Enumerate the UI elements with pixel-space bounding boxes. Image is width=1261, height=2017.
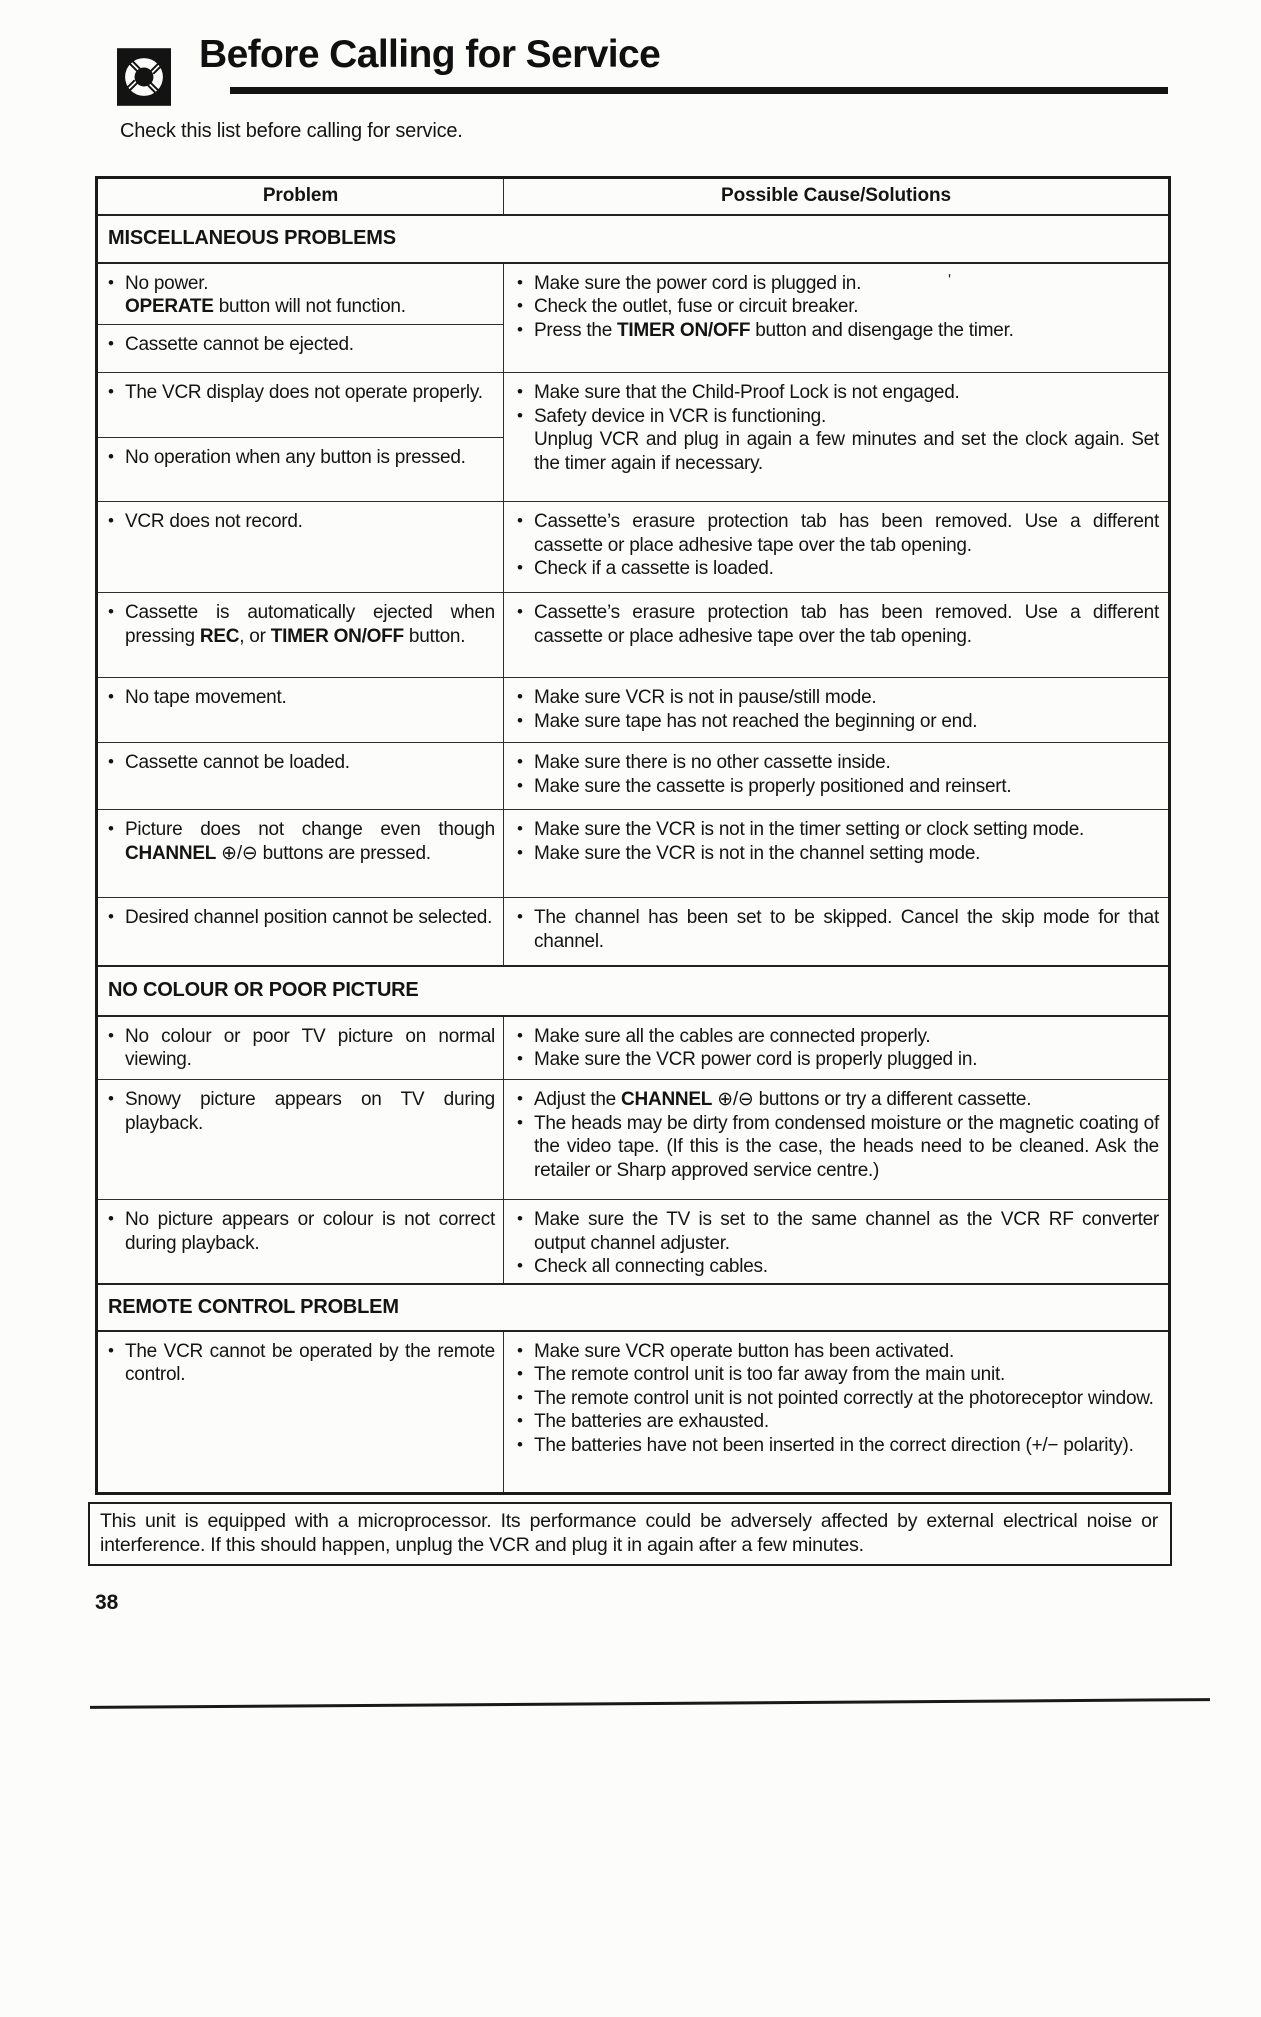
problem-item xyxy=(108,686,495,710)
solution-text: The batteries are exhausted. xyxy=(534,1411,769,1432)
bullet-marker: • xyxy=(517,1112,523,1132)
bullet-marker: • xyxy=(108,819,114,838)
problem-item xyxy=(108,751,495,775)
solution-text: The channel has been set to be skipped. Cancel the skip mode for that channel. xyxy=(534,907,1159,952)
problem-text: The VCR cannot be operated by the remote control. xyxy=(125,1340,495,1385)
bullet-marker: • xyxy=(517,1340,523,1360)
solution-text: Make sure the cassette is properly positioned and reinsert. xyxy=(534,775,1012,797)
bullet-marker: • xyxy=(517,907,523,926)
bottom-rule xyxy=(90,1698,1210,1709)
bullet-marker: • xyxy=(108,447,114,466)
solution-text: Press the TIMER ON/OFF button and disengage the timer. xyxy=(534,319,1014,341)
solution-item xyxy=(517,557,1159,581)
solution-text: Adjust the CHANNEL ⊕/⊖ buttons or try a different cassette. xyxy=(534,1089,1032,1110)
bullet-marker: • xyxy=(108,1340,114,1360)
bullet-marker: • xyxy=(517,1089,523,1108)
bullet-marker: • xyxy=(108,334,114,353)
table-row xyxy=(97,263,1170,325)
problem-cell xyxy=(97,373,504,438)
problem-text: No colour or poor TV picture on normal viewing. xyxy=(125,1025,495,1070)
table-row xyxy=(97,898,1170,966)
problem-cell xyxy=(97,678,504,743)
problem-item xyxy=(108,446,495,470)
solution-text: Make sure the VCR is not in the channel setting mode. xyxy=(534,842,981,864)
solutions-cell xyxy=(504,810,1170,898)
problem-item-line xyxy=(108,295,495,319)
bullet-marker: • xyxy=(517,842,523,862)
solutions-cell xyxy=(504,1016,1170,1080)
table-row xyxy=(97,743,1170,810)
section-row xyxy=(97,966,1170,1016)
solution-item xyxy=(517,295,1159,319)
solution-text: Make sure the power cord is plugged in. xyxy=(534,272,862,294)
column-header-solutions: Possible Cause/Solutions xyxy=(504,178,1170,215)
solution-item xyxy=(517,381,1159,405)
solution-item xyxy=(517,1208,1159,1255)
solution-item xyxy=(517,1363,1159,1387)
solution-text: Make sure VCR operate button has been activated. xyxy=(534,1340,954,1362)
problem-text: Cassette is automatically ejected when pressing REC, or TIMER ON/OFF button. xyxy=(125,602,495,647)
bullet-marker: • xyxy=(108,1089,114,1108)
bullet-marker: • xyxy=(517,1025,523,1045)
problem-item xyxy=(108,1025,495,1072)
troubleshooting-table xyxy=(95,176,1171,1495)
solution-item xyxy=(517,775,1159,799)
solution-item xyxy=(517,272,1159,296)
problem-item xyxy=(108,906,495,930)
bullet-marker: • xyxy=(517,687,523,706)
bullet-marker: • xyxy=(108,382,114,401)
problem-item xyxy=(108,1088,495,1135)
solution-item xyxy=(517,1410,1159,1434)
note-box xyxy=(88,1502,1172,1566)
solutions-cell xyxy=(504,1080,1170,1200)
problem-cell xyxy=(97,438,504,502)
bullet-marker: • xyxy=(517,1364,523,1383)
section-row xyxy=(97,215,1170,263)
column-header-problem: Problem xyxy=(97,178,504,215)
problem-item xyxy=(108,1208,495,1255)
problem-item xyxy=(108,272,495,296)
solution-text: Make sure the TV is set to the same channel as the VCR RF converter output channel adjuster. xyxy=(534,1209,1159,1254)
solution-item xyxy=(517,1112,1159,1183)
problem-cell xyxy=(97,1080,504,1200)
solution-text: Make sure VCR is not in pause/still mode. xyxy=(534,687,877,708)
problem-text: Picture does not change even though CHANNEL ⊕/⊖ buttons are pressed. xyxy=(125,819,495,864)
section-title-remote-control: REMOTE CONTROL PROBLEM xyxy=(97,1284,1170,1331)
solutions-cell xyxy=(504,593,1170,678)
table-row xyxy=(97,810,1170,898)
bullet-marker: • xyxy=(108,511,114,530)
solution-text: The remote control unit is too far away from the main unit. xyxy=(534,1364,1006,1385)
problem-text: VCR does not record. xyxy=(125,511,303,532)
table-row xyxy=(97,502,1170,593)
solution-text: Unplug VCR and plug in again a few minutes and set the clock again. Set the timer again if necessary. xyxy=(534,429,1159,474)
solution-item xyxy=(517,1387,1159,1411)
problem-text: OPERATE button will not function. xyxy=(125,296,406,317)
solution-text: Check the outlet, fuse or circuit breaker. xyxy=(534,296,859,317)
solution-text: Check all connecting cables. xyxy=(534,1256,768,1277)
problem-cell xyxy=(97,810,504,898)
note-text: This unit is equipped with a microprocessor. Its performance could be adversely affected by external electrical noise or interference. If this should happen, unplug the VCR and plug it in again after a few minutes. xyxy=(100,1510,1158,1556)
solution-item xyxy=(517,510,1159,557)
table-row xyxy=(97,1331,1170,1494)
life-preserver-icon-graphic xyxy=(117,48,171,106)
table-header-row xyxy=(97,178,1170,215)
solution-text: Make sure the VCR power cord is properly plugged in. xyxy=(534,1049,978,1070)
bullet-marker: • xyxy=(517,1387,523,1407)
problem-text: No operation when any button is pressed. xyxy=(125,447,466,468)
solution-item xyxy=(517,1255,1159,1279)
problem-cell xyxy=(97,1331,504,1494)
bullet-marker: • xyxy=(108,272,114,292)
solution-item-continuation xyxy=(517,428,1159,475)
solutions-cell xyxy=(504,743,1170,810)
bullet-marker: • xyxy=(108,752,114,771)
problem-cell xyxy=(97,898,504,966)
table-row xyxy=(97,678,1170,743)
bullet-marker: • xyxy=(517,819,523,838)
title-rule xyxy=(230,87,1168,94)
problem-text: Cassette cannot be loaded. xyxy=(125,752,350,773)
solution-text: The remote control unit is not pointed correctly at the photoreceptor window. xyxy=(534,1387,1154,1409)
bullet-marker: • xyxy=(517,319,523,339)
bullet-marker: • xyxy=(517,1209,523,1228)
solution-item xyxy=(517,686,1159,710)
solution-item xyxy=(517,1048,1159,1072)
section-title-no-colour: NO COLOUR OR POOR PICTURE xyxy=(97,966,1170,1016)
solution-item xyxy=(517,319,1159,343)
problem-cell xyxy=(97,593,504,678)
bullet-marker: • xyxy=(108,907,114,926)
solution-item xyxy=(517,906,1159,953)
solution-item xyxy=(517,710,1159,734)
problem-item xyxy=(108,1340,495,1387)
table-row xyxy=(97,593,1170,678)
table-row xyxy=(97,1200,1170,1284)
solution-item xyxy=(517,842,1159,866)
problem-cell xyxy=(97,325,504,373)
problem-text: The VCR display does not operate properly. xyxy=(125,382,483,403)
problem-item xyxy=(108,510,495,534)
solution-item xyxy=(517,818,1159,842)
problem-item xyxy=(108,601,495,648)
section-row xyxy=(97,1284,1170,1331)
solutions-cell xyxy=(504,502,1170,593)
solution-text: Check if a cassette is loaded. xyxy=(534,558,774,579)
scan-artifact-mark: ʹ xyxy=(948,272,952,289)
solution-text: Cassette’s erasure protection tab has been removed. Use a different cassette or place adhesive tape over the tab opening. xyxy=(534,602,1159,647)
bullet-marker: • xyxy=(517,558,523,577)
bullet-marker: • xyxy=(517,775,523,795)
solution-text: Make sure the VCR is not in the timer setting or clock setting mode. xyxy=(534,819,1085,840)
solution-item xyxy=(517,1088,1159,1112)
problem-text: No tape movement. xyxy=(125,687,287,708)
problem-text: Cassette cannot be ejected. xyxy=(125,334,354,355)
solution-item xyxy=(517,751,1159,775)
bullet-marker: • xyxy=(517,1411,523,1430)
table-row xyxy=(97,1016,1170,1080)
solution-item xyxy=(517,405,1159,429)
solutions-cell xyxy=(504,373,1170,502)
section-title-miscellaneous: MISCELLANEOUS PROBLEMS xyxy=(97,215,1170,263)
page-title: Before Calling for Service xyxy=(199,33,661,76)
bullet-marker: • xyxy=(108,1209,114,1228)
bullet-marker: • xyxy=(517,710,523,730)
table-row xyxy=(97,373,1170,438)
problem-text: Desired channel position cannot be selected. xyxy=(125,907,493,928)
bullet-marker: • xyxy=(517,382,523,401)
page-number: 38 xyxy=(95,1591,119,1614)
problem-cell xyxy=(97,502,504,593)
bullet-marker: • xyxy=(108,602,114,621)
problem-item xyxy=(108,333,495,357)
solutions-cell xyxy=(504,1331,1170,1494)
solution-text: Make sure that the Child-Proof Lock is not engaged. xyxy=(534,382,960,403)
solution-text: The heads may be dirty from condensed moisture or the magnetic coating of the video tape. (If this is the case, the heads need to be cleaned. Ask the retailer or Sharp approved service centre.) xyxy=(534,1112,1159,1181)
solution-item xyxy=(517,1340,1159,1364)
solution-text: Make sure there is no other cassette inside. xyxy=(534,752,891,773)
solutions-cell xyxy=(504,1200,1170,1284)
intro-text: Check this list before calling for service. xyxy=(120,120,463,142)
bullet-marker: • xyxy=(517,752,523,771)
bullet-marker: • xyxy=(517,1049,523,1068)
bullet-marker: • xyxy=(108,687,114,706)
bullet-marker: • xyxy=(517,602,523,621)
solution-text: Cassette’s erasure protection tab has been removed. Use a different cassette or place adhesive tape over the tab opening. xyxy=(534,511,1159,556)
solution-item xyxy=(517,1025,1159,1049)
bullet-marker: • xyxy=(517,511,523,530)
solution-text: Safety device in VCR is functioning. xyxy=(534,405,826,427)
solution-text: The batteries have not been inserted in the correct direction (+/− polarity). xyxy=(534,1434,1134,1456)
problem-text: No power. xyxy=(125,272,209,294)
bullet-marker: • xyxy=(517,1256,523,1275)
bullet-marker: • xyxy=(517,272,523,292)
bullet-marker: • xyxy=(517,296,523,315)
problem-cell xyxy=(97,263,504,325)
problem-cell xyxy=(97,1016,504,1080)
solutions-cell xyxy=(504,678,1170,743)
solution-item xyxy=(517,1434,1159,1458)
solution-item xyxy=(517,601,1159,648)
problem-item xyxy=(108,381,495,405)
life-preserver-icon xyxy=(117,48,171,106)
solutions-cell xyxy=(504,263,1170,373)
solutions-cell xyxy=(504,898,1170,966)
bullet-marker: • xyxy=(517,1434,523,1454)
problem-item xyxy=(108,818,495,865)
problem-text: No picture appears or colour is not correct during playback. xyxy=(125,1209,495,1254)
solution-text: Make sure all the cables are connected properly. xyxy=(534,1025,931,1047)
table-row xyxy=(97,1080,1170,1200)
problem-cell xyxy=(97,743,504,810)
bullet-marker: • xyxy=(108,1025,114,1045)
solution-text: Make sure tape has not reached the beginning or end. xyxy=(534,710,978,732)
problem-text: Snowy picture appears on TV during playback. xyxy=(125,1089,495,1134)
problem-cell xyxy=(97,1200,504,1284)
bullet-marker: • xyxy=(517,405,523,425)
